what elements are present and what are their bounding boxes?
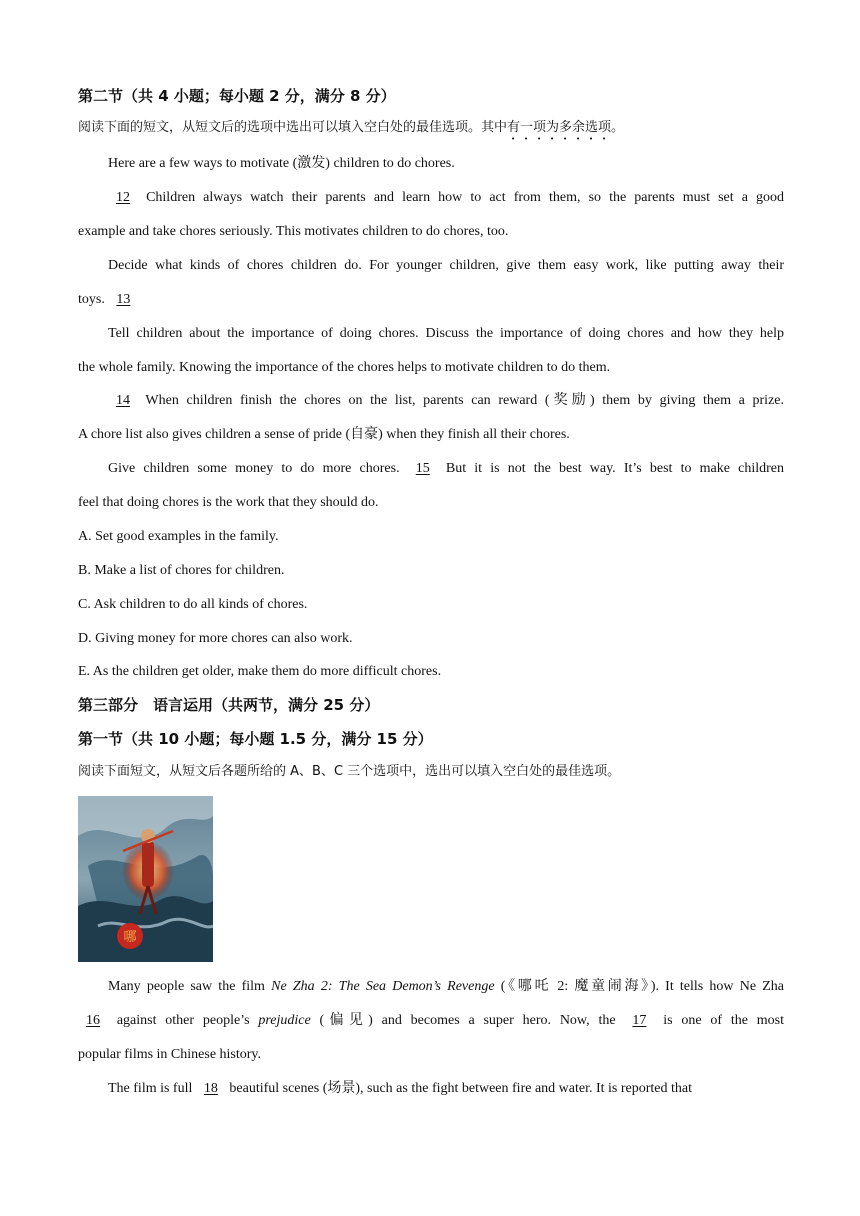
blank-17: 17 xyxy=(632,1013,647,1028)
paragraph-12-line1: 12 Children always watch their parents and learn how to act from them, so the parents must set a good xyxy=(108,188,784,208)
passage-line1: Many people saw the film Ne Zha 2: The Sea Demon’s Revenge (《哪吒 2: 魔童闹海》). It tells how Ne Zha xyxy=(108,979,784,994)
emphasized-text: 有一项为多余选项 xyxy=(507,120,612,135)
paragraph-12-line2: example and take chores seriously. This motivates children to do chores, too. xyxy=(78,224,509,239)
option-d: D. Giving money for more chores can also work. xyxy=(78,631,353,646)
option-e: E. As the children get older, make them do more difficult chores. xyxy=(78,664,442,679)
paragraph-importance-line2: the whole family. Knowing the importance of the chores helps to motivate children to do them. xyxy=(78,360,611,375)
part3-heading: 第三部分 语言运用（共两节，满分 25 分） xyxy=(78,696,380,714)
passage-line2: 16 against other people’s prejudice (偏见) and becomes a super hero. Now, the 17 is one of the most xyxy=(78,1011,784,1031)
paragraph-intro: Here are a few ways to motivate (激发) children to do chores. xyxy=(108,156,455,171)
paragraph-13-line2: toys. 13 xyxy=(78,290,784,310)
ne-zha-poster-icon xyxy=(78,796,213,962)
section2-heading: 第二节（共 4 小题；每小题 2 分，满分 8 分） xyxy=(78,87,396,105)
section2-instruction: 阅读下面的短文，从短文后的选项中选出可以填入空白处的最佳选项。其中有一项为多余选项。 xyxy=(78,120,625,135)
option-b: B. Make a list of chores for children. xyxy=(78,563,285,578)
blank-18: 18 xyxy=(203,1081,218,1096)
movie-poster-image xyxy=(78,796,213,962)
paragraph-14-line2: A chore list also gives children a sense of pride (自豪) when they finish all their chores. xyxy=(78,427,570,442)
paragraph-15-line1: Give children some money to do more chores. 15 But it is not the best way. It’s best to make children xyxy=(108,461,784,476)
blank-12: 12 xyxy=(116,190,130,205)
paragraph-14-line1: 14 When children finish the chores on the list, parents can reward (奖励) them by giving them a prize. xyxy=(108,391,784,411)
blank-16: 16 xyxy=(86,1013,100,1028)
option-c: C. Ask children to do all kinds of chores. xyxy=(78,597,308,612)
blank-15: 15 xyxy=(415,461,430,476)
film-title: Ne Zha 2: The Sea Demon’s Revenge xyxy=(271,979,495,994)
part3-instruction: 阅读下面短文，从短文后各题所给的 A、B、C 三个选项中，选出可以填入空白处的最佳选项。 xyxy=(78,764,621,779)
paragraph-15-line2: feel that doing chores is the work that they should do. xyxy=(78,495,379,510)
paragraph-13-line1: Decide what kinds of chores children do. For younger children, give them easy work, like putting away their xyxy=(108,258,784,273)
paragraph-importance-line1: Tell children about the importance of doing chores. Discuss the importance of doing chores and how they help xyxy=(108,326,784,341)
passage-line3: popular films in Chinese history. xyxy=(78,1047,262,1062)
svg-text:哪: 哪 xyxy=(123,930,137,945)
option-a: A. Set good examples in the family. xyxy=(78,529,279,544)
passage-line4: The film is full 18 beautiful scenes (场景), such as the fight between fire and water. It is reported that xyxy=(108,1081,693,1096)
part3-subheading: 第一节（共 10 小题；每小题 1.5 分，满分 15 分） xyxy=(78,730,433,748)
prejudice-word: prejudice xyxy=(258,1013,311,1028)
blank-13: 13 xyxy=(116,292,131,307)
blank-14: 14 xyxy=(116,393,130,408)
